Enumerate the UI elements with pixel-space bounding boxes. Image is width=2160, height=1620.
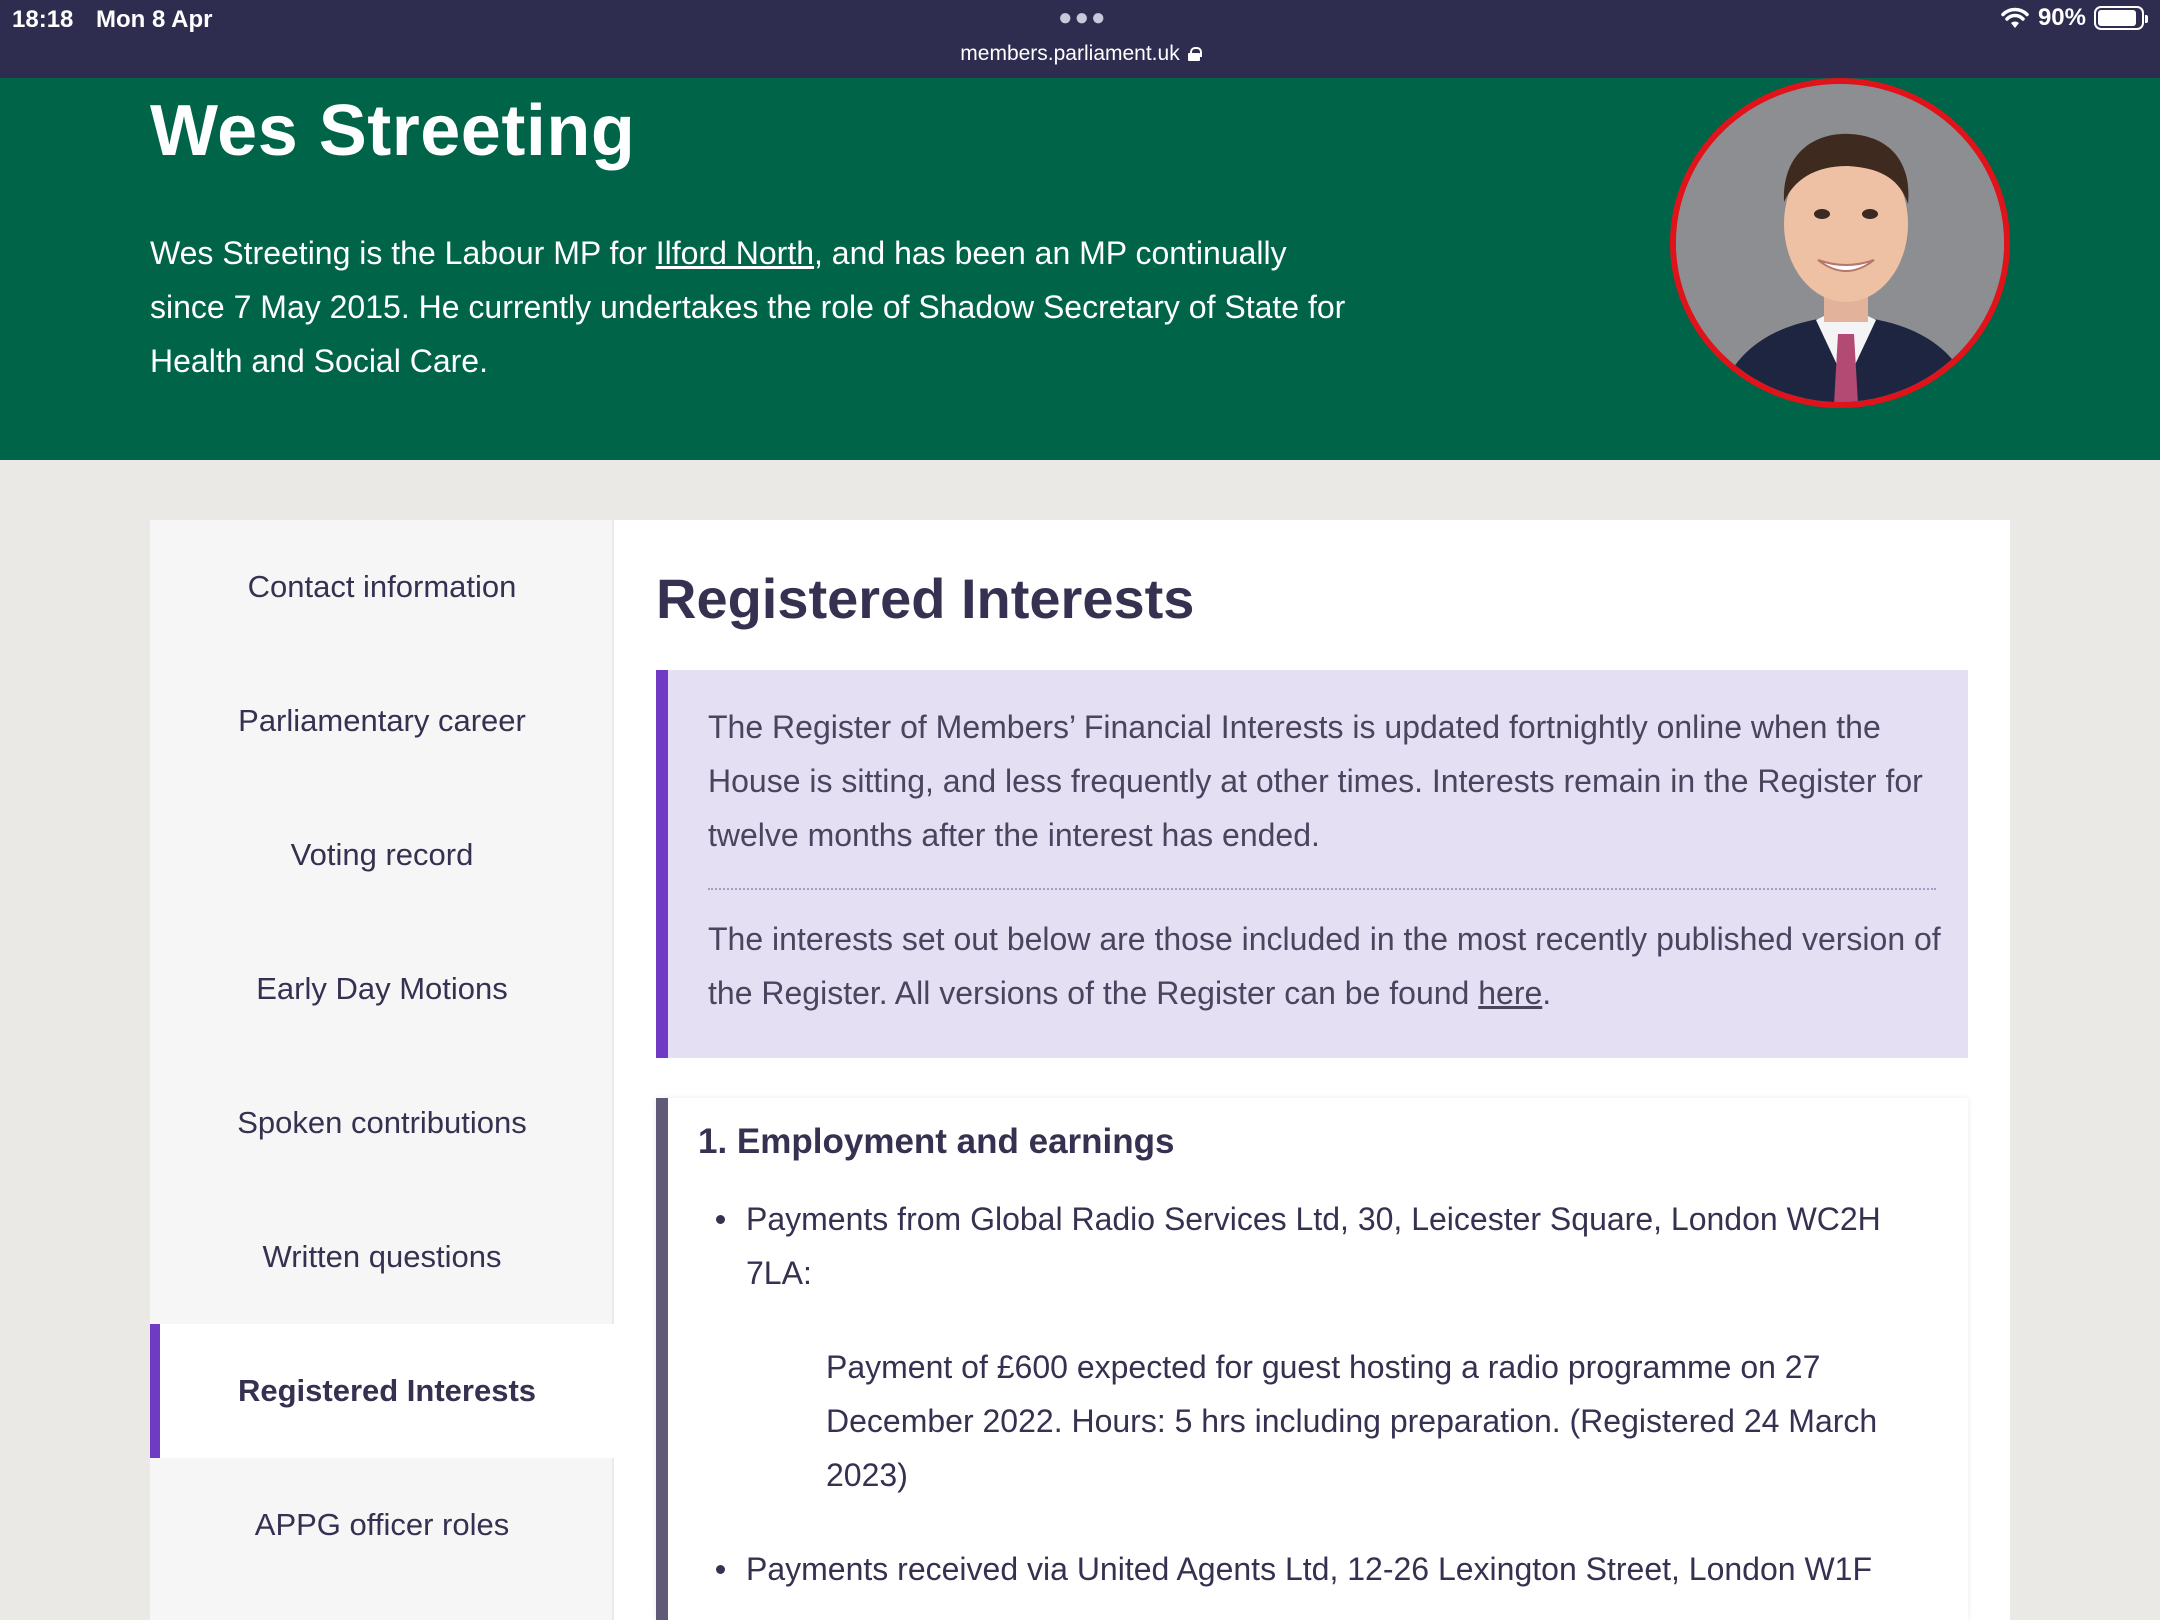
interest-item: Payments from Global Radio Services Ltd, 30, Leicester Square, London WC2H 7LA: bbox=[746, 1192, 1936, 1300]
sidebar-item-registered-interests[interactable]: Registered Interests bbox=[150, 1324, 614, 1458]
sidebar-item-early-day-motions[interactable]: Early Day Motions bbox=[256, 971, 508, 1006]
notice-versions-text: The interests set out below are those included in the most recently published version of the Register. All versions of the Register can be found bbox=[708, 921, 1941, 1011]
registered-interests-panel bbox=[614, 520, 2010, 1620]
register-versions-link[interactable]: here bbox=[1478, 975, 1543, 1011]
profile-sidebar bbox=[150, 520, 614, 1620]
profile-card bbox=[150, 520, 2010, 1620]
member-portrait bbox=[1670, 78, 2010, 408]
browser-status-bar bbox=[0, 0, 2160, 78]
register-notice bbox=[656, 670, 1968, 1058]
status-time: 18:18 bbox=[12, 6, 74, 33]
battery-icon bbox=[2094, 6, 2144, 30]
portrait-image bbox=[1676, 84, 2010, 408]
sidebar-item-appg-officer-roles[interactable]: APPG officer roles bbox=[254, 1507, 510, 1542]
member-name: Wes Streeting bbox=[150, 91, 636, 171]
lock-icon bbox=[1188, 47, 1200, 61]
interest-category-employment bbox=[656, 1098, 1968, 1620]
constituency-link[interactable]: Ilford North bbox=[655, 235, 815, 271]
description-rest: , and has been an MP continually since 7 May 2015. He currently undertakes the role of Shadow Secretary of State for Health and Social Care. bbox=[150, 235, 1346, 379]
multitasking-dots-icon[interactable]: ●●● bbox=[1058, 4, 1108, 31]
notice-divider bbox=[708, 888, 1936, 890]
interest-item: Payments received via United Agents Ltd, 12-26 Lexington Street, London W1F bbox=[746, 1542, 1936, 1596]
member-description bbox=[150, 226, 1370, 388]
address-bar[interactable] bbox=[0, 42, 2160, 66]
page-title: Registered Interests bbox=[656, 567, 1195, 630]
interest-category-heading: 1. Employment and earnings bbox=[698, 1122, 1175, 1161]
member-header bbox=[0, 78, 2160, 460]
sidebar-item-voting-record[interactable]: Voting record bbox=[290, 837, 474, 872]
status-date: Mon 8 Apr bbox=[96, 6, 213, 33]
notice-paragraph-update: The Register of Members’ Financial Interests is updated fortnightly online when the House is sitting, and less frequently at other times. Interests remain in the Register for twelve months after the interest has ended. bbox=[708, 709, 1923, 853]
wifi-icon bbox=[2000, 6, 2030, 30]
battery-fill bbox=[2098, 10, 2136, 26]
notice-versions-end: . bbox=[1542, 975, 1552, 1011]
battery-percent: 90% bbox=[2037, 4, 2086, 31]
notice-paragraph-versions bbox=[708, 912, 1948, 1020]
interest-item-detail: Payment of £600 expected for guest hosting a radio programme on 27 December 2022. Hours: 5 hrs including preparation. (Registered 24 March 2023) bbox=[826, 1349, 1878, 1493]
status-indicators bbox=[2000, 4, 2144, 32]
sidebar-item-contact-information[interactable]: Contact information bbox=[247, 569, 517, 604]
description-lead: Wes Streeting is the Labour MP for bbox=[150, 235, 656, 271]
sidebar-item-spoken-contributions[interactable]: Spoken contributions bbox=[237, 1105, 527, 1140]
sidebar-item-written-questions[interactable]: Written questions bbox=[262, 1239, 502, 1274]
url-text: members.parliament.uk bbox=[960, 42, 1180, 65]
sidebar-item-parliamentary-career[interactable]: Parliamentary career bbox=[238, 703, 526, 738]
